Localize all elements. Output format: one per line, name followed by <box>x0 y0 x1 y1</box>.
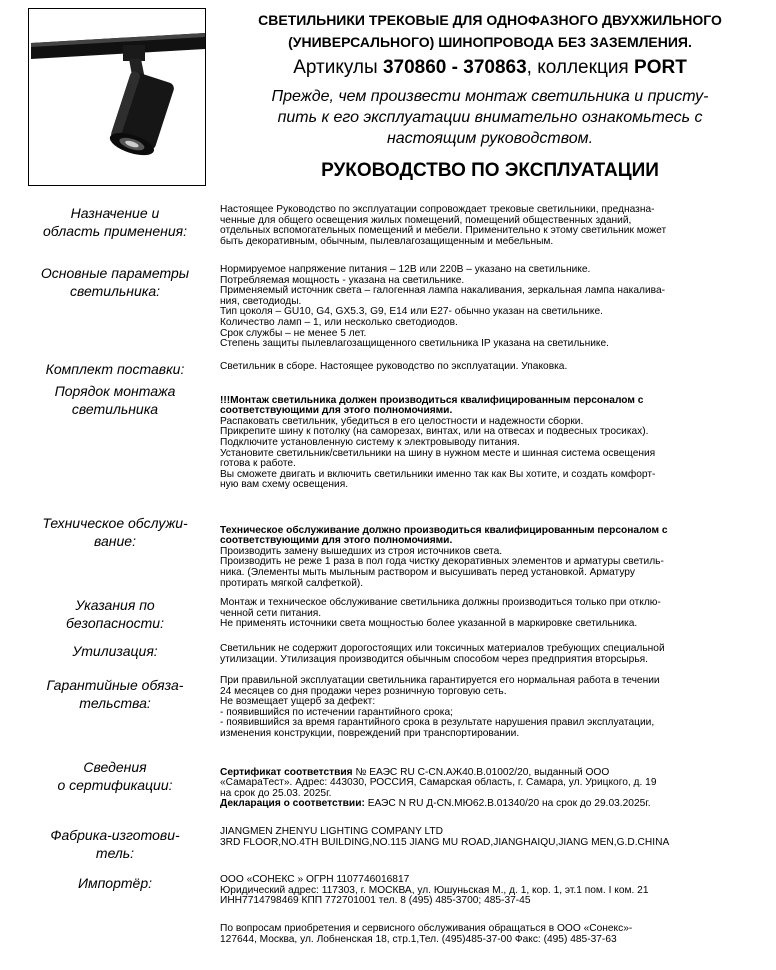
title-line-2: (УНИВЕРСАЛЬНОГО) ШИНОПРОВОДА БЕЗ ЗАЗЕМЛЕНИЯ. <box>288 34 692 50</box>
section-text: При правильной эксплуатации светильника гарантируется его нормальная работа в течении 24 месяцев со дня продажи через розничную торговую сеть. Не возмещает ущерб за дефект: - появившийся по истечении гарантийного срока; - появившийся за время гарантийного срока в результате нарушения правил эксплуатации, изменения конструкции, повреждений при транспортировании. <box>220 675 660 739</box>
section-text: Настоящее Руководство по эксплуатации сопровождает трековые светильники, предназна- ченные для общего освещения жилых помещений, помещений общественных зданий, отдельных вспомогательных помещений и мебели. Применительно к этому светильник может быть декоративным, обычным, пылевлагозащищенным и мебельным. <box>220 204 667 247</box>
section-label: Гарантийные обяза- тельства: <box>46 677 184 711</box>
section-text: Светильник в сборе. Настоящее руководство по эксплуатации. Упаковка. <box>220 361 568 372</box>
collection-prefix: , коллекция <box>526 57 629 78</box>
warning-text: Прежде, чем произвести монтаж светильника и присту- пить к его эксплуатации внимательно ознакомьтесь с настоящим руководством. <box>271 88 709 147</box>
section-label: Сведения о сертификации: <box>57 759 173 793</box>
section-text: Монтаж и техническое обслуживание светильника должны производиться только при отклю- ченной сети питания. Не применять источники света мощностью более указанной в маркировке светильника. <box>220 597 661 630</box>
section-contact: По вопросам приобретения и сервисного обслуживания обращаться в ООО «Сонекс»- 127644, Москва, ул. Лобненская 18, стр.1,Тел. (495)485-37-00 Факс: (495) 485-37-63 <box>220 923 633 945</box>
articles-prefix: Артикулы <box>293 57 378 78</box>
title-line-1: СВЕТИЛЬНИКИ ТРЕКОВЫЕ ДЛЯ ОДНОФАЗНОГО ДВУХЖИЛЬНОГО <box>258 12 722 28</box>
section-label: Фабрика-изготови- тель: <box>50 827 180 861</box>
section-body <box>220 515 760 600</box>
articles-range: 370860 - 370863 <box>382 57 527 78</box>
section-text: Нормируемое напряжение питания – 12В или 220В – указано на светильнике. Потребляемая мощность - указана на светильнике. Применяемый источник света – галогенная лампа накаливания, зеркальная лампа накалива- ния, светодиоды. Тип цоколя – GU10, G4, GX5.3, G9, E14 или E27- обычно указан на светильнике. Количество ламп – 1, или несколько светодиодов. Срок службы – не менее 5 лет. Степень защиты пылевлагозащищенного светильника IP указана на светильнике. <box>220 264 666 350</box>
section-body <box>220 385 760 502</box>
section-label: Комплект поставки: <box>45 361 185 377</box>
articles-line <box>212 56 768 80</box>
section-label: Назначение и область применения: <box>43 205 187 239</box>
document-header <box>212 8 768 183</box>
section-label: Указания по безопасности: <box>66 597 164 631</box>
section-body <box>220 757 760 821</box>
track-spotlight-illustration <box>29 9 205 185</box>
section-bold-text: !!!Монтаж светильника должен производиться квалифицированным персоналом с соответствующими для этого полномочиями. <box>220 394 644 417</box>
product-image <box>28 8 206 186</box>
section-text: Распаковать светильник, убедиться в его целостности и надежности сборки. Прикрепите шину к потолку (на саморезах, винтах, или на отвесах и подвесных тросиках). Подключите установленную систему к электровыводу питания. Установите светильник/светильники на шину в нужном месте и шинная система освещения готова к работе. Вы сможете двигать и включить светильники именно так как Вы хотите, и создать комфорт- ную вам схему освещения. <box>220 415 656 491</box>
section-text: JIANGMEN ZHENYU LIGHTING COMPANY LTD 3RD FLOOR,NO.4TH BUILDING,NO.115 JIANG MU ROAD,JIANGHAIQU,JIANG MEN,G.D.CHINA <box>220 826 670 848</box>
declaration-label: Декларация о соответствии: <box>220 798 365 810</box>
section-label: Утилизация: <box>72 643 158 659</box>
section-label: Порядок монтажа светильника <box>54 383 176 417</box>
section-label: Импортёр: <box>77 875 152 891</box>
collection-name: PORT <box>634 57 687 78</box>
section-label: Техническое обслужи- вание: <box>42 515 188 549</box>
section-bold-text: Техническое обслуживание должно производиться квалифицированным персоналом с соответствующими для этого полномочиями. <box>220 524 668 547</box>
section-label: Основные параметры светильника: <box>40 265 190 299</box>
declaration-text: ЕАЭС N RU Д-CN.МЮ62.В.01340/20 на срок до 29.03.2025г. <box>364 798 651 810</box>
section-text: Светильник не содержит дорогостоящих или токсичных материалов требующих специальной утилизации. Утилизация производится обычным способом через предприятия вторсырья. <box>220 643 665 665</box>
manual-title: РУКОВОДСТВО ПО ЭКСПЛУАТАЦИИ <box>321 160 659 181</box>
certificate-label: Сертификат соответствия <box>220 766 353 778</box>
section-text: Производить замену вышедших из строя источников света. Производить не реже 1 раза в пол года чистку декоративных элементов и арматуры светиль- ника. (Элементы мыть мыльным раствором и высушивать перед установкой. Арматуру протирать мягкой салфеткой). <box>220 545 664 589</box>
section-text: ООО «СОНЕКС » ОГРН 1107746016817 Юридический адрес: 117303, г. МОСКВА, ул. Юшуньская М., д. 1, кор. 1, эт.1 пом. I ком. 21 ИНН7714798469 КПП 772701001 тел. 8 (495) 485-3700; 485-37-45 <box>220 874 649 907</box>
certificate-text: № ЕАЭС RU С-CN.АЖ40.В.01002/20, выданный ООО «СамараТест». Адрес: 443030, РОССИЯ, Самарская область, г. Самара, ул. Урицкого, д. 19 на срок до 25.03. 2025г. <box>220 766 657 799</box>
